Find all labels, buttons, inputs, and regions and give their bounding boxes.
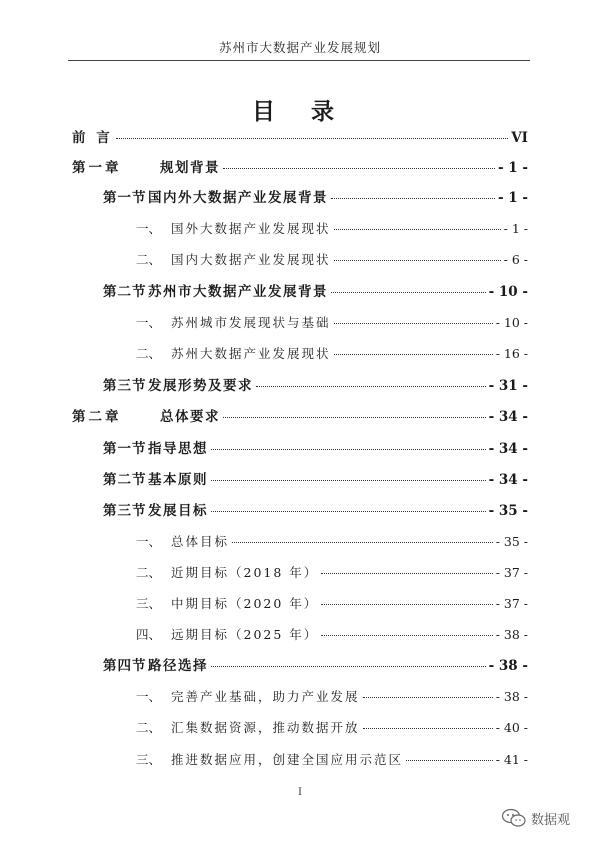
toc-entry-page: - 1 - <box>503 221 528 236</box>
toc-entry-label: 苏州市大数据产业发展背景 <box>148 284 328 300</box>
dot-leader <box>334 322 493 324</box>
toc-entry-page: - 38 - <box>495 627 528 642</box>
wechat-icon <box>501 808 527 828</box>
toc-entry-label: 路径选择 <box>148 658 208 674</box>
toc-entry-label: 完善产业基础，助力产业发展 <box>171 689 360 704</box>
toc-entry-number: 第三节 <box>103 503 147 519</box>
dot-leader <box>232 541 493 543</box>
toc-entry[interactable] <box>72 407 528 427</box>
toc-entry-page: - 10 - <box>495 315 528 330</box>
toc-entry[interactable] <box>103 188 528 208</box>
dot-leader <box>331 197 495 199</box>
toc-entry-label: 推进数据应用，创建全国应用示范区 <box>171 752 404 767</box>
toc-entry-label: 近期目标（2018 年） <box>171 565 319 580</box>
dot-leader <box>334 353 493 355</box>
toc-entry-label: 国外大数据产业发展现状 <box>171 221 331 236</box>
toc-entry[interactable] <box>103 501 528 521</box>
toc-entry-number: 第一节 <box>103 190 147 206</box>
dot-leader <box>116 137 509 139</box>
toc-entry-label: 总体要求 <box>160 409 220 425</box>
toc-entry-number: 四、 <box>136 627 162 642</box>
toc-entry[interactable] <box>136 625 528 645</box>
toc-entry-page: - 1 - <box>498 160 528 176</box>
dot-leader <box>211 479 486 481</box>
toc-entry-page: - 37 - <box>495 565 528 580</box>
toc-entry-label: 指导思想 <box>148 441 208 457</box>
toc-entry-label: 汇集数据资源，推动数据开放 <box>171 720 360 735</box>
toc-entry[interactable] <box>136 594 528 614</box>
toc-entry-label: 发展目标 <box>148 503 208 519</box>
toc-entry[interactable] <box>136 250 528 270</box>
dot-leader <box>321 603 492 605</box>
toc-entry-label: 国内大数据产业发展现状 <box>171 252 331 267</box>
toc-entry-number: 一、 <box>136 221 162 236</box>
toc-entry-number: 一、 <box>136 689 162 704</box>
dot-leader <box>223 416 486 418</box>
toc-entry-page: - 16 - <box>495 346 528 361</box>
toc-entry-page: - 38 - <box>488 658 528 674</box>
toc-entry-page: - 1 - <box>498 190 528 206</box>
dot-leader <box>334 259 501 261</box>
toc-entry-label: 基本原则 <box>148 472 208 488</box>
toc-entry-label: 中期目标（2020 年） <box>171 596 319 611</box>
toc-entry[interactable] <box>136 219 528 239</box>
toc-entry[interactable] <box>103 470 528 490</box>
toc-entry-number: 一、 <box>136 534 162 549</box>
dot-leader <box>363 696 493 698</box>
toc-entry-page: - 40 - <box>495 720 528 735</box>
toc-entry[interactable] <box>136 563 528 583</box>
toc-entry-number: 第二节 <box>103 472 147 488</box>
toc-entry-number: 第一节 <box>103 441 147 457</box>
toc-entry-label: 远期目标（2025 年） <box>171 627 319 642</box>
toc-entry-label: 规划背景 <box>160 160 220 176</box>
toc-entry-number: 第二节 <box>103 284 147 300</box>
toc-entry-page: - 31 - <box>488 378 528 394</box>
toc-entry-page: - 34 - <box>488 472 528 488</box>
toc-entry-number: 三、 <box>136 752 162 767</box>
toc-entry[interactable] <box>136 313 528 333</box>
dot-leader <box>406 759 493 761</box>
toc-entry-page: - 34 - <box>488 441 528 457</box>
toc-entry[interactable] <box>72 158 528 178</box>
toc-entry-number: 第二章 <box>72 409 122 425</box>
toc-entry-label: 苏州城市发展现状与基础 <box>171 315 331 330</box>
toc-entry-page: VI <box>511 130 528 146</box>
running-header: 苏州市大数据产业发展规划 <box>218 40 381 55</box>
page-number: I <box>298 787 302 798</box>
dot-leader <box>256 385 486 387</box>
toc-entry[interactable] <box>136 718 528 738</box>
watermark <box>501 808 570 828</box>
toc-entry[interactable] <box>72 128 528 148</box>
toc-entry-label: 国内外大数据产业发展背景 <box>148 190 328 206</box>
dot-leader <box>363 727 493 729</box>
toc-entry-page: - 37 - <box>495 596 528 611</box>
toc-entry-number: 第三节 <box>103 378 147 394</box>
toc-entry-number: 三、 <box>136 596 162 611</box>
toc-entry-label: 总体目标 <box>171 534 230 549</box>
dot-leader <box>321 572 492 574</box>
watermark-text: 数据观 <box>531 812 571 828</box>
toc-entry-label: 苏州大数据产业发展现状 <box>171 346 331 361</box>
toc-entry-page: - 41 - <box>495 752 528 767</box>
toc-entry-number: 第四节 <box>103 658 147 674</box>
toc-entry-number: 二、 <box>136 252 162 267</box>
toc-entry-page: - 35 - <box>488 503 528 519</box>
dot-leader <box>211 665 486 667</box>
toc-entry[interactable] <box>103 282 528 302</box>
dot-leader <box>223 167 495 169</box>
dot-leader <box>334 228 501 230</box>
toc-entry-number: 第一章 <box>72 160 122 176</box>
toc-entry-page: - 38 - <box>495 689 528 704</box>
toc-entry-number: 二、 <box>136 346 162 361</box>
toc-entry-number: 二、 <box>136 565 162 580</box>
toc-entry[interactable] <box>136 750 528 770</box>
toc-title: 目 录 <box>251 98 348 125</box>
toc-entry-page: - 35 - <box>495 534 528 549</box>
toc-entry[interactable] <box>136 687 528 707</box>
toc-entry-page: - 34 - <box>488 409 528 425</box>
dot-leader <box>321 634 492 636</box>
toc-entry[interactable] <box>103 439 528 459</box>
toc-entry-label: 发展形势及要求 <box>148 378 253 394</box>
toc-entry[interactable] <box>103 376 528 396</box>
dot-leader <box>211 448 486 450</box>
toc-entry-page: - 10 - <box>488 284 528 300</box>
dot-leader <box>211 510 486 512</box>
toc-entry-number: 二、 <box>136 720 162 735</box>
toc-entry[interactable] <box>136 344 528 364</box>
toc-entry-number: 一、 <box>136 315 162 330</box>
toc-entry-number: 前 言 <box>72 130 113 146</box>
toc-entry[interactable] <box>103 656 528 676</box>
toc-entry-page: - 6 - <box>503 252 528 267</box>
dot-leader <box>331 291 486 293</box>
toc-entry[interactable] <box>136 532 528 552</box>
